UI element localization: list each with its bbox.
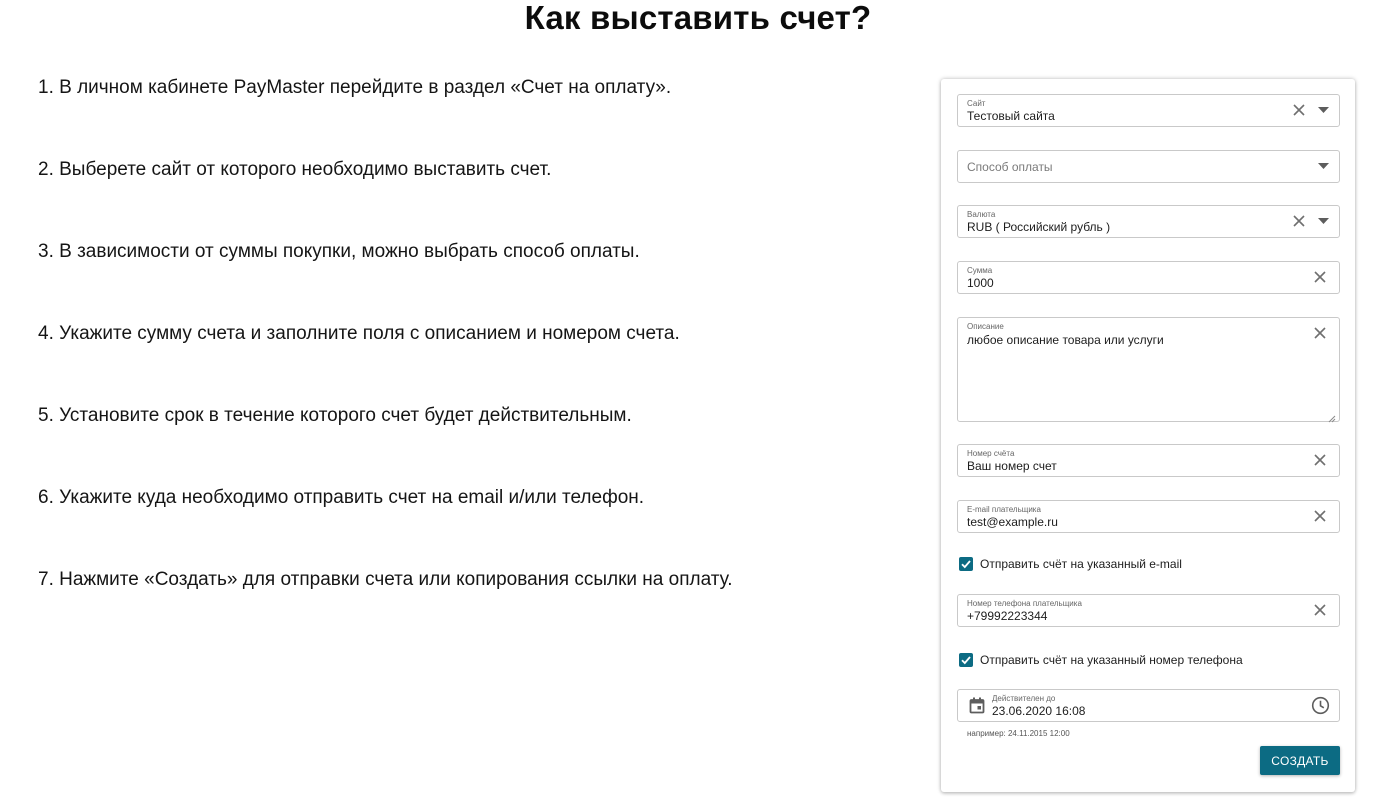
send-phone-label: Отправить счёт на указанный номер телефона [980,653,1243,667]
amount-value: 1000 [967,276,994,290]
clock-icon[interactable] [1311,696,1330,715]
instruction-step-6: 6. Укажите куда необходимо отправить счет на email и/или телефон. [38,487,645,508]
amount-input[interactable] [957,261,1340,294]
email-label: E-mail плательщика [967,505,1041,514]
send-phone-option[interactable] [959,652,1243,668]
instruction-step-5: 5. Установите срок в течение которого счет будет действительным. [38,405,632,426]
close-icon[interactable] [1313,270,1327,284]
close-icon[interactable] [1292,103,1306,117]
site-label: Сайт [967,99,986,108]
site-value: Тестовый сайта [967,109,1055,123]
valid-until-input[interactable] [957,689,1340,722]
close-icon[interactable] [1292,214,1306,228]
email-value: test@example.ru [967,515,1058,529]
invoice-form-card [941,79,1355,792]
valid-until-value: 23.06.2020 16:08 [992,704,1086,718]
phone-input[interactable] [957,594,1340,627]
amount-label: Сумма [967,266,993,275]
close-icon[interactable] [1313,453,1327,467]
send-email-checkbox[interactable] [959,557,973,571]
chevron-down-icon[interactable] [1318,218,1329,225]
chevron-down-icon[interactable] [1318,107,1329,114]
page-title: Как выставить счет? [524,0,872,36]
description-label: Описание [967,322,1004,331]
description-textarea[interactable] [957,317,1340,422]
send-phone-checkbox[interactable] [959,653,973,667]
close-icon[interactable] [1313,326,1327,340]
phone-value: +79992223344 [967,609,1048,623]
invoice-number-input[interactable] [957,444,1340,477]
invoice-number-value: Ваш номер счет [967,459,1057,473]
currency-value: RUB ( Российский рубль ) [967,220,1111,234]
payment-method-placeholder: Способ оплаты [967,160,1053,174]
payment-method-select[interactable] [957,150,1340,183]
valid-until-label: Действителен до [992,694,1056,703]
calendar-icon[interactable] [969,697,985,714]
chevron-down-icon[interactable] [1318,163,1329,170]
site-select[interactable] [957,94,1340,127]
checkmark-icon [960,558,972,570]
instruction-step-7: 7. Нажмите «Создать» для отправки счета или копирования ссылки на оплату. [38,569,733,590]
instruction-step-2: 2. Выберете сайт от которого необходимо выставить счет. [38,159,552,180]
date-format-hint: например: 24.11.2015 12:00 [967,729,1070,738]
instruction-step-1: 1. В личном кабинете PayMaster перейдите в раздел «Счет на оплату». [38,77,672,98]
close-icon[interactable] [1313,509,1327,523]
currency-select[interactable] [957,205,1340,238]
description-value: любое описание товара или услуги [967,333,1164,347]
create-button[interactable]: СОЗДАТЬ [1260,746,1340,775]
currency-label: Валюта [967,210,996,219]
resize-grip-icon[interactable] [1328,410,1336,418]
send-email-label: Отправить счёт на указанный e-mail [980,557,1182,571]
close-icon[interactable] [1313,603,1327,617]
checkmark-icon [960,654,972,666]
invoice-number-label: Номер счёта [967,449,1015,458]
phone-label: Номер телефона плательщика [967,599,1082,608]
send-email-option[interactable] [959,556,1182,572]
instruction-step-3: 3. В зависимости от суммы покупки, можно выбрать способ оплаты. [38,241,640,262]
email-input[interactable] [957,500,1340,533]
instruction-step-4: 4. Укажите сумму счета и заполните поля с описанием и номером счета. [38,323,680,344]
